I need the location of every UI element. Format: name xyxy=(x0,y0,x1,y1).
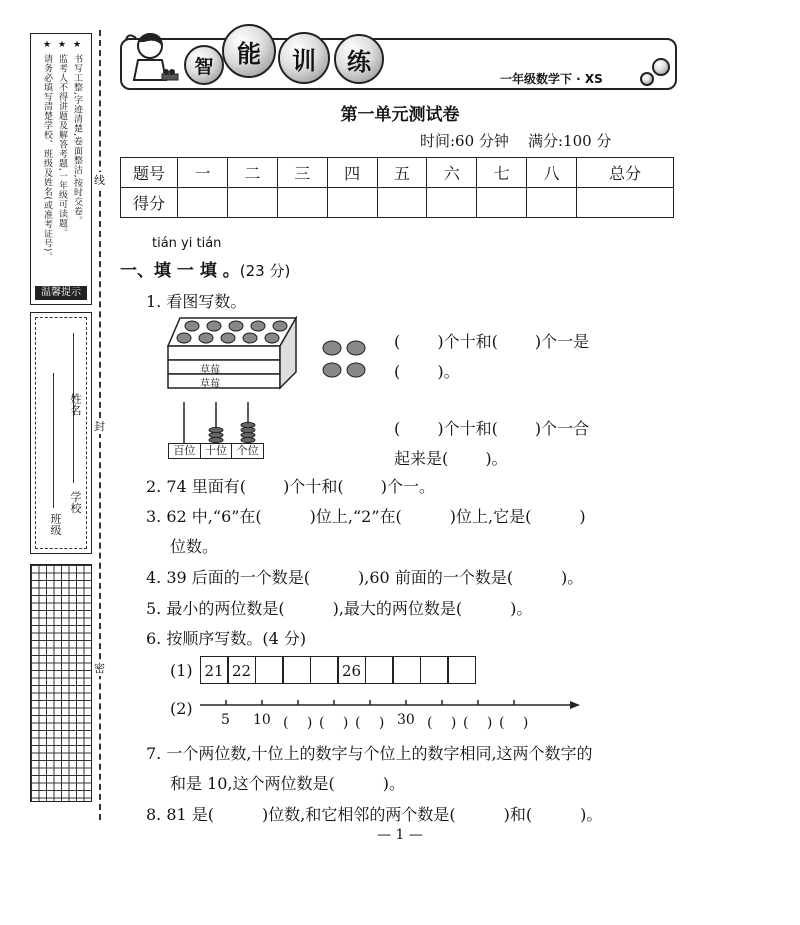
loose-strawberries xyxy=(320,336,370,384)
q7-text-line2: 和是 10,这个两位数是( )。 xyxy=(170,774,406,793)
section-title-text: 一、填 一 填 。 xyxy=(120,261,240,281)
score-cell[interactable] xyxy=(277,188,327,218)
seq-cell[interactable] xyxy=(255,656,284,684)
score-row-label: 得分 xyxy=(121,188,178,218)
cut-mark-line: 线 xyxy=(94,174,105,187)
header-char-zhi: 智 xyxy=(184,45,224,85)
abacus-label-tens: 十位 xyxy=(201,444,233,458)
q1-answer-2-line2: 起来是( )。 xyxy=(394,449,508,468)
student-info-panel xyxy=(30,312,92,554)
note-3: ★ 书写工整,字迹清楚,卷面整洁,按时交卷。 xyxy=(72,40,82,226)
score-header-cell: 题号 xyxy=(121,158,178,188)
seq-cell[interactable] xyxy=(420,656,449,684)
note-1: ★ 请务必填写清楚学校、班级及姓名(或准考证号)。 xyxy=(42,40,52,262)
header-char-xun: 训 xyxy=(278,32,330,84)
q4-text: 4. 39 后面的一个数是( ),60 前面的一个数是( )。 xyxy=(146,568,584,587)
tick-blank[interactable]: ( ) xyxy=(427,715,457,731)
q3-text-line1: 3. 62 中,“6”在( )位上,“2”在( )位上,它是( ) xyxy=(146,507,586,526)
number-line xyxy=(198,698,582,712)
score-header-cell: 六 xyxy=(427,158,477,188)
score-header-cell: 二 xyxy=(227,158,277,188)
tick-label: 5 xyxy=(221,712,230,728)
cut-mark-secret: 密 xyxy=(94,662,105,675)
score-cell[interactable] xyxy=(477,188,527,218)
q6-prompt: 6. 按顺序写数。(4 分) xyxy=(146,629,307,648)
tick-label: 10 xyxy=(253,712,271,728)
class-field[interactable] xyxy=(53,373,54,508)
header-subtitle: 一年级数学下 · XS xyxy=(500,72,603,86)
score-header-cell: 一 xyxy=(178,158,228,188)
school-label: 学校 xyxy=(69,491,82,514)
q3-text-line2: 位数。 xyxy=(170,537,219,556)
score-cell[interactable] xyxy=(377,188,427,218)
tips-badge: 温馨提示 xyxy=(35,286,87,300)
q1-prompt: 1. 看图写数。 xyxy=(146,292,247,311)
q6-part2-label: (2) xyxy=(170,699,193,718)
score-cell[interactable] xyxy=(327,188,377,218)
seq-cell: 26 xyxy=(337,656,366,684)
q1-answer-1-line2: ( )。 xyxy=(394,362,460,381)
seq-cell[interactable] xyxy=(282,656,311,684)
tick-blank[interactable]: ( ) xyxy=(463,715,493,731)
scratch-grid xyxy=(30,564,92,802)
score-table-header-row xyxy=(121,158,674,188)
cut-mark-seal: 封 xyxy=(94,420,105,433)
note-2: ★ 监考人不得讲题及解答考题,一年级可读题。 xyxy=(57,40,67,238)
score-header-cell: 八 xyxy=(527,158,577,188)
tick-blank[interactable]: ( ) xyxy=(499,715,529,731)
deco-ball-large xyxy=(652,58,670,76)
tick-blank[interactable]: ( ) xyxy=(283,715,313,731)
header-char-lian: 练 xyxy=(334,34,384,84)
score-header-cell: 七 xyxy=(477,158,527,188)
abacus-base xyxy=(168,443,264,459)
score-cell[interactable] xyxy=(227,188,277,218)
score-table xyxy=(120,157,674,218)
box-label-2: 草莓 xyxy=(200,379,220,390)
score-header-cell: 三 xyxy=(277,158,327,188)
section-title xyxy=(120,256,290,281)
tick-label: 30 xyxy=(397,712,415,728)
score-header-cell: 总分 xyxy=(577,158,674,188)
box-label-1: 草莓 xyxy=(200,365,220,376)
score-cell[interactable] xyxy=(178,188,228,218)
score-cell[interactable] xyxy=(577,188,674,218)
notes-panel xyxy=(30,33,92,305)
deco-ball-small xyxy=(640,72,654,86)
abacus-label-ones: 个位 xyxy=(236,444,259,457)
score-table-score-row xyxy=(121,188,674,218)
score-cell[interactable] xyxy=(427,188,477,218)
q7-text-line1: 7. 一个两位数,十位上的数字与个位上的数字相同,这两个数字的 xyxy=(146,744,593,763)
tick-blank[interactable]: ( ) xyxy=(355,715,385,731)
name-label: 姓名 xyxy=(69,393,82,416)
class-label: 班级 xyxy=(49,513,62,536)
q1-answer-2-line1: ( )个十和( )个一合 xyxy=(394,419,590,438)
tick-blank[interactable]: ( ) xyxy=(319,715,349,731)
abacus-label-hundreds: 百位 xyxy=(169,444,201,458)
score-cell[interactable] xyxy=(527,188,577,218)
q8-text: 8. 81 是( )位数,和它相邻的两个数是( )和( )。 xyxy=(146,805,603,824)
q5-text: 5. 最小的两位数是( ),最大的两位数是( )。 xyxy=(146,599,533,618)
score-header-cell: 四 xyxy=(327,158,377,188)
exam-meta: 时间:60 分钟 满分:100 分 xyxy=(420,132,612,150)
score-header-cell: 五 xyxy=(377,158,427,188)
abacus-illustration xyxy=(166,400,266,444)
page-title: 第一单元测试卷 xyxy=(340,105,460,125)
strawberry-box-illustration xyxy=(166,316,298,390)
q6-part1-label: (1) xyxy=(170,661,193,680)
q2-text: 2. 74 里面有( )个十和( )个一。 xyxy=(146,477,435,496)
seq-cell[interactable] xyxy=(447,656,476,684)
seq-cell: 21 xyxy=(200,656,229,684)
seq-cell[interactable] xyxy=(365,656,394,684)
page-number: — 1 — xyxy=(377,827,423,843)
seq-cell[interactable] xyxy=(310,656,339,684)
girl-illustration xyxy=(122,28,184,90)
seq-cell[interactable] xyxy=(392,656,421,684)
section-points: (23 分) xyxy=(239,262,291,280)
seq-cell: 22 xyxy=(227,656,256,684)
section-pinyin: tián yi tián xyxy=(152,236,222,251)
header-char-neng: 能 xyxy=(222,24,276,78)
q1-answer-1-line1: ( )个十和( )个一是 xyxy=(394,332,590,351)
q6-sequence-row xyxy=(201,656,476,684)
